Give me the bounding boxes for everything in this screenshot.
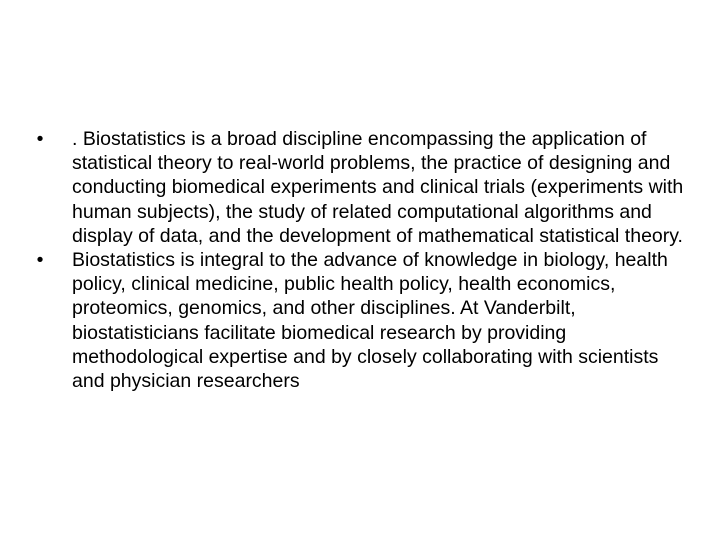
bullet-icon: • bbox=[36, 249, 44, 272]
bullet-text-definition: . Biostatistics is a broad discipline encompassing the application of statistical theory to real-world problems, the practice of designing and conducting biomedical experiments and clinical trials (experiments with human subjects), the study of related computational algorithms and display of data, and the development of mathematical statistical theory. bbox=[72, 128, 684, 247]
bullet-item-importance bbox=[30, 248, 690, 393]
bullet-list bbox=[30, 127, 690, 393]
bullet-item-definition bbox=[30, 127, 690, 248]
bullet-text-importance: Biostatistics is integral to the advance of knowledge in biology, health policy, clinical medicine, public health policy, health economics, proteomics, genomics, and other disciplines. At Vanderbilt, biostatisticians facilitate biomedical research by providing methodological expertise and by closely collaborating with scientists and physician researchers bbox=[72, 249, 668, 393]
bullet-icon: • bbox=[36, 128, 44, 150]
